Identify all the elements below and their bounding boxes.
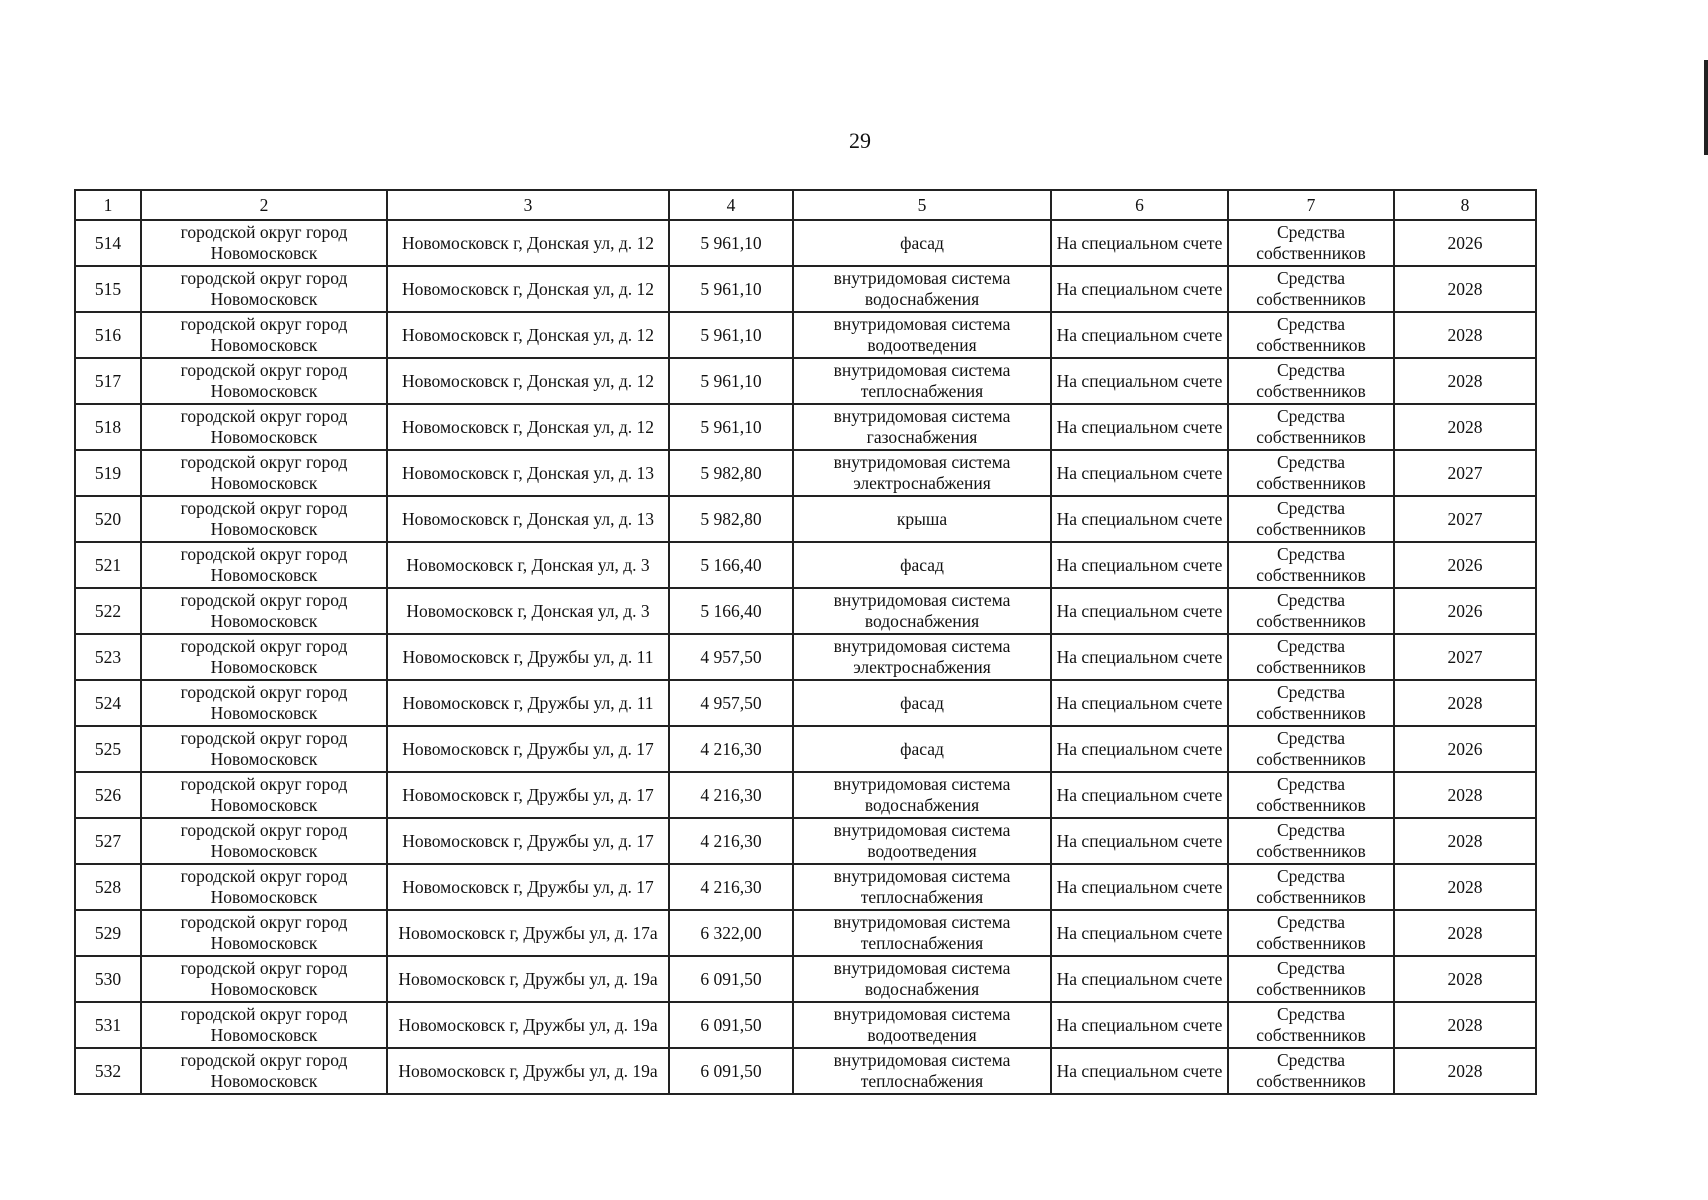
row-number-cell: 527 [75, 818, 141, 864]
row-number-cell: 531 [75, 1002, 141, 1048]
header-row [75, 190, 1536, 220]
area-cell: 5 961,10 [669, 312, 793, 358]
funding-source-cell: Средства собственников [1228, 864, 1394, 910]
year-cell: 2026 [1394, 542, 1536, 588]
area-cell: 5 166,40 [669, 542, 793, 588]
fund-account-cell: На специальном счете [1051, 818, 1228, 864]
funding-source-cell: Средства собственников [1228, 266, 1394, 312]
work-type-cell: внутридомовая система теплоснабжения [793, 864, 1051, 910]
work-type-cell: фасад [793, 680, 1051, 726]
area-cell: 6 091,50 [669, 956, 793, 1002]
municipality-cell: городской округ город Новомосковск [141, 634, 387, 680]
table-row [75, 864, 1536, 910]
work-type-cell: фасад [793, 542, 1051, 588]
address-cell: Новомосковск г, Донская ул, д. 12 [387, 312, 669, 358]
area-cell: 4 216,30 [669, 772, 793, 818]
municipality-cell: городской округ город Новомосковск [141, 588, 387, 634]
year-cell: 2027 [1394, 496, 1536, 542]
municipality-cell: городской округ город Новомосковск [141, 220, 387, 266]
area-cell: 6 091,50 [669, 1002, 793, 1048]
funding-source-cell: Средства собственников [1228, 404, 1394, 450]
fund-account-cell: На специальном счете [1051, 220, 1228, 266]
address-cell: Новомосковск г, Донская ул, д. 12 [387, 266, 669, 312]
funding-source-cell: Средства собственников [1228, 542, 1394, 588]
year-cell: 2027 [1394, 634, 1536, 680]
year-cell: 2028 [1394, 864, 1536, 910]
fund-account-cell: На специальном счете [1051, 358, 1228, 404]
funding-source-cell: Средства собственников [1228, 910, 1394, 956]
table-row [75, 220, 1536, 266]
funding-source-cell: Средства собственников [1228, 1002, 1394, 1048]
municipality-cell: городской округ город Новомосковск [141, 404, 387, 450]
municipality-cell: городской округ город Новомосковск [141, 312, 387, 358]
row-number-cell: 524 [75, 680, 141, 726]
work-type-cell: внутридомовая система теплоснабжения [793, 358, 1051, 404]
row-number-cell: 532 [75, 1048, 141, 1094]
work-type-cell: внутридомовая система водоснабжения [793, 772, 1051, 818]
table-row [75, 772, 1536, 818]
fund-account-cell: На специальном счете [1051, 404, 1228, 450]
municipality-cell: городской округ город Новомосковск [141, 818, 387, 864]
municipality-cell: городской округ город Новомосковск [141, 1002, 387, 1048]
address-cell: Новомосковск г, Донская ул, д. 3 [387, 588, 669, 634]
area-cell: 4 216,30 [669, 726, 793, 772]
address-cell: Новомосковск г, Донская ул, д. 3 [387, 542, 669, 588]
funding-source-cell: Средства собственников [1228, 220, 1394, 266]
column-header-1: 1 [75, 190, 141, 220]
funding-source-cell: Средства собственников [1228, 818, 1394, 864]
year-cell: 2028 [1394, 772, 1536, 818]
address-cell: Новомосковск г, Дружбы ул, д. 17 [387, 864, 669, 910]
work-type-cell: внутридомовая система газоснабжения [793, 404, 1051, 450]
address-cell: Новомосковск г, Дружбы ул, д. 19а [387, 1048, 669, 1094]
funding-source-cell: Средства собственников [1228, 450, 1394, 496]
area-cell: 5 982,80 [669, 496, 793, 542]
work-type-cell: внутридомовая система водоснабжения [793, 956, 1051, 1002]
area-cell: 5 166,40 [669, 588, 793, 634]
year-cell: 2028 [1394, 358, 1536, 404]
fund-account-cell: На специальном счете [1051, 680, 1228, 726]
municipality-cell: городской округ город Новомосковск [141, 1048, 387, 1094]
address-cell: Новомосковск г, Дружбы ул, д. 19а [387, 956, 669, 1002]
table-header [75, 190, 1536, 220]
work-type-cell: внутридомовая система электроснабжения [793, 634, 1051, 680]
fund-account-cell: На специальном счете [1051, 450, 1228, 496]
municipality-cell: городской округ город Новомосковск [141, 542, 387, 588]
area-cell: 5 961,10 [669, 220, 793, 266]
fund-account-cell: На специальном счете [1051, 634, 1228, 680]
address-cell: Новомосковск г, Дружбы ул, д. 17 [387, 772, 669, 818]
table-row [75, 496, 1536, 542]
year-cell: 2028 [1394, 956, 1536, 1002]
work-type-cell: крыша [793, 496, 1051, 542]
municipality-cell: городской округ город Новомосковск [141, 956, 387, 1002]
table-row [75, 818, 1536, 864]
municipality-cell: городской округ город Новомосковск [141, 680, 387, 726]
address-cell: Новомосковск г, Донская ул, д. 12 [387, 220, 669, 266]
column-header-5: 5 [793, 190, 1051, 220]
row-number-cell: 515 [75, 266, 141, 312]
row-number-cell: 530 [75, 956, 141, 1002]
fund-account-cell: На специальном счете [1051, 1048, 1228, 1094]
area-cell: 6 322,00 [669, 910, 793, 956]
column-header-8: 8 [1394, 190, 1536, 220]
fund-account-cell: На специальном счете [1051, 726, 1228, 772]
row-number-cell: 522 [75, 588, 141, 634]
municipality-cell: городской округ город Новомосковск [141, 864, 387, 910]
address-cell: Новомосковск г, Донская ул, д. 12 [387, 358, 669, 404]
table-row [75, 358, 1536, 404]
year-cell: 2028 [1394, 1048, 1536, 1094]
funding-source-cell: Средства собственников [1228, 312, 1394, 358]
area-cell: 5 961,10 [669, 266, 793, 312]
row-number-cell: 520 [75, 496, 141, 542]
work-type-cell: внутридомовая система водоснабжения [793, 266, 1051, 312]
municipality-cell: городской округ город Новомосковск [141, 726, 387, 772]
year-cell: 2028 [1394, 910, 1536, 956]
work-type-cell: фасад [793, 220, 1051, 266]
address-cell: Новомосковск г, Дружбы ул, д. 11 [387, 634, 669, 680]
table-row [75, 266, 1536, 312]
fund-account-cell: На специальном счете [1051, 956, 1228, 1002]
area-cell: 4 216,30 [669, 818, 793, 864]
scan-edge-mark [1704, 60, 1708, 155]
table-row [75, 910, 1536, 956]
row-number-cell: 516 [75, 312, 141, 358]
municipality-cell: городской округ город Новомосковск [141, 450, 387, 496]
table-row [75, 542, 1536, 588]
funding-source-cell: Средства собственников [1228, 496, 1394, 542]
funding-source-cell: Средства собственников [1228, 634, 1394, 680]
table-row [75, 634, 1536, 680]
year-cell: 2028 [1394, 1002, 1536, 1048]
area-cell: 5 982,80 [669, 450, 793, 496]
funding-source-cell: Средства собственников [1228, 772, 1394, 818]
year-cell: 2026 [1394, 220, 1536, 266]
work-type-cell: внутридомовая система водоснабжения [793, 588, 1051, 634]
area-cell: 5 961,10 [669, 358, 793, 404]
row-number-cell: 523 [75, 634, 141, 680]
work-type-cell: внутридомовая система теплоснабжения [793, 1048, 1051, 1094]
year-cell: 2028 [1394, 266, 1536, 312]
address-cell: Новомосковск г, Донская ул, д. 13 [387, 496, 669, 542]
fund-account-cell: На специальном счете [1051, 496, 1228, 542]
page-number: 29 [849, 128, 871, 153]
work-type-cell: внутридомовая система теплоснабжения [793, 910, 1051, 956]
row-number-cell: 518 [75, 404, 141, 450]
table-row [75, 956, 1536, 1002]
year-cell: 2028 [1394, 404, 1536, 450]
fund-account-cell: На специальном счете [1051, 312, 1228, 358]
row-number-cell: 517 [75, 358, 141, 404]
row-number-cell: 526 [75, 772, 141, 818]
column-header-7: 7 [1228, 190, 1394, 220]
column-header-3: 3 [387, 190, 669, 220]
municipality-cell: городской округ город Новомосковск [141, 266, 387, 312]
address-cell: Новомосковск г, Дружбы ул, д. 17 [387, 818, 669, 864]
work-type-cell: внутридомовая система водоотведения [793, 818, 1051, 864]
year-cell: 2027 [1394, 450, 1536, 496]
table-row [75, 588, 1536, 634]
area-cell: 5 961,10 [669, 404, 793, 450]
address-cell: Новомосковск г, Донская ул, д. 13 [387, 450, 669, 496]
year-cell: 2026 [1394, 588, 1536, 634]
work-type-cell: фасад [793, 726, 1051, 772]
table-body [75, 220, 1536, 1094]
column-header-4: 4 [669, 190, 793, 220]
area-cell: 6 091,50 [669, 1048, 793, 1094]
address-cell: Новомосковск г, Дружбы ул, д. 19а [387, 1002, 669, 1048]
area-cell: 4 216,30 [669, 864, 793, 910]
work-type-cell: внутридомовая система электроснабжения [793, 450, 1051, 496]
year-cell: 2028 [1394, 680, 1536, 726]
table-row [75, 450, 1536, 496]
row-number-cell: 528 [75, 864, 141, 910]
row-number-cell: 514 [75, 220, 141, 266]
funding-source-cell: Средства собственников [1228, 1048, 1394, 1094]
municipality-cell: городской округ город Новомосковск [141, 772, 387, 818]
municipality-cell: городской округ город Новомосковск [141, 496, 387, 542]
table-row [75, 726, 1536, 772]
municipality-cell: городской округ город Новомосковск [141, 358, 387, 404]
table-row [75, 680, 1536, 726]
area-cell: 4 957,50 [669, 634, 793, 680]
fund-account-cell: На специальном счете [1051, 864, 1228, 910]
fund-account-cell: На специальном счете [1051, 910, 1228, 956]
funding-source-cell: Средства собственников [1228, 358, 1394, 404]
year-cell: 2028 [1394, 818, 1536, 864]
table-row [75, 1002, 1536, 1048]
fund-account-cell: На специальном счете [1051, 542, 1228, 588]
table-row [75, 404, 1536, 450]
row-number-cell: 519 [75, 450, 141, 496]
work-type-cell: внутридомовая система водоотведения [793, 312, 1051, 358]
work-type-cell: внутридомовая система водоотведения [793, 1002, 1051, 1048]
row-number-cell: 521 [75, 542, 141, 588]
funding-source-cell: Средства собственников [1228, 726, 1394, 772]
fund-account-cell: На специальном счете [1051, 1002, 1228, 1048]
year-cell: 2028 [1394, 312, 1536, 358]
column-header-6: 6 [1051, 190, 1228, 220]
funding-source-cell: Средства собственников [1228, 588, 1394, 634]
row-number-cell: 525 [75, 726, 141, 772]
funding-source-cell: Средства собственников [1228, 956, 1394, 1002]
address-cell: Новомосковск г, Дружбы ул, д. 17а [387, 910, 669, 956]
funding-source-cell: Средства собственников [1228, 680, 1394, 726]
address-cell: Новомосковск г, Донская ул, д. 12 [387, 404, 669, 450]
area-cell: 4 957,50 [669, 680, 793, 726]
register-table [74, 189, 1537, 1095]
column-header-2: 2 [141, 190, 387, 220]
fund-account-cell: На специальном счете [1051, 772, 1228, 818]
table-row [75, 1048, 1536, 1094]
address-cell: Новомосковск г, Дружбы ул, д. 17 [387, 726, 669, 772]
year-cell: 2026 [1394, 726, 1536, 772]
fund-account-cell: На специальном счете [1051, 266, 1228, 312]
fund-account-cell: На специальном счете [1051, 588, 1228, 634]
address-cell: Новомосковск г, Дружбы ул, д. 11 [387, 680, 669, 726]
table-row [75, 312, 1536, 358]
municipality-cell: городской округ город Новомосковск [141, 910, 387, 956]
row-number-cell: 529 [75, 910, 141, 956]
